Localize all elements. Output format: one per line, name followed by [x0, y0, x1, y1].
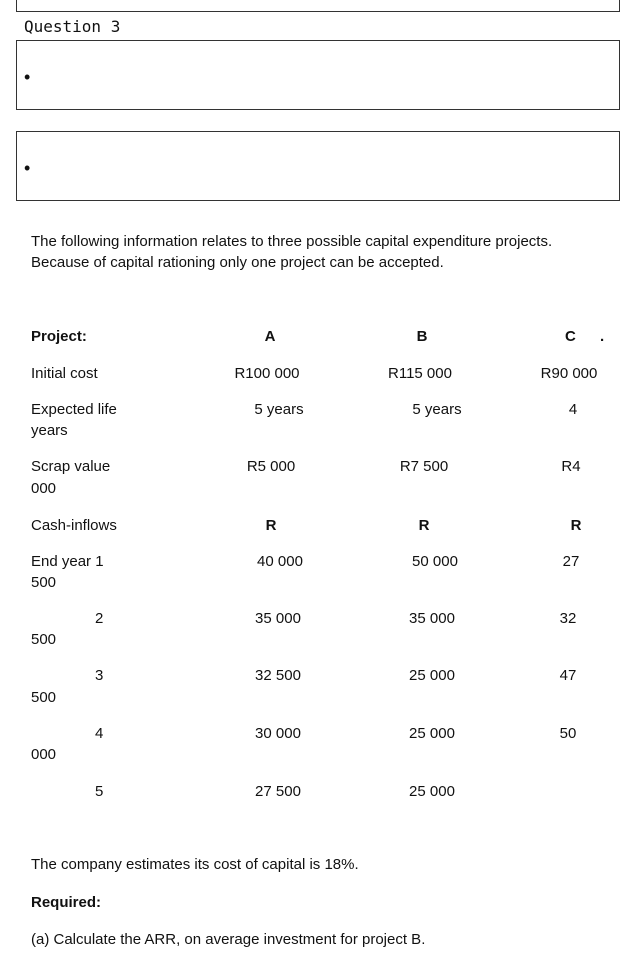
question-heading: Question 3 — [24, 17, 121, 36]
cell-b-year-4: 25 000 — [409, 725, 455, 742]
cell-a-cash-inflows: R — [265, 517, 277, 534]
cell-c-year-1: 27 — [562, 553, 580, 570]
row-label-initial-cost: Initial cost — [31, 365, 98, 382]
row-label-year-5: 5 — [95, 783, 104, 800]
bullet-marker: • — [24, 158, 31, 178]
cell-c-scrap-value: R4 — [561, 458, 581, 475]
cell-c-expected-life: 4 — [568, 401, 578, 418]
cell-a-expected-life: 5 years — [254, 401, 304, 418]
cell-a-year-2: 35 000 — [255, 610, 301, 627]
cell-b-expected-life: 5 years — [412, 401, 462, 418]
top-answer-box — [16, 0, 620, 12]
row-label-expected-life: Expected life — [31, 401, 117, 418]
column-header-b: B — [416, 328, 428, 345]
cell-c-year-3: 47 — [559, 667, 577, 684]
intro-line-2: Because of capital rationing only one project can be accepted. — [31, 254, 444, 271]
row-label-year-1: End year 1 — [31, 553, 104, 570]
row-label-scrap-value: Scrap value — [31, 458, 111, 475]
row-label-year-3-cont: 500 — [31, 689, 57, 706]
row-label-year-2: 2 — [95, 610, 104, 627]
row-label-year-1-cont: 500 — [31, 574, 57, 591]
project-label: Project: — [31, 328, 87, 345]
cell-c-cash-inflows: R — [570, 517, 582, 534]
cell-b-scrap-value: R7 500 — [399, 458, 449, 475]
row-label-year-4: 4 — [95, 725, 104, 742]
cell-c-initial-cost: R90 000 — [540, 365, 598, 382]
row-label-year-3: 3 — [95, 667, 104, 684]
cell-b-initial-cost: R115 000 — [388, 365, 452, 382]
answer-box-2[interactable] — [16, 131, 620, 201]
row-label-scrap-value-cont: 000 — [31, 480, 57, 497]
cell-b-year-5: 25 000 — [409, 783, 455, 800]
cell-a-year-1: 40 000 — [257, 553, 303, 570]
cell-c-year-2: 32 — [559, 610, 577, 627]
cell-a-year-3: 32 500 — [255, 667, 301, 684]
bullet-marker: • — [24, 67, 31, 87]
required-label: Required: — [31, 894, 102, 911]
answer-box-1[interactable] — [16, 40, 620, 110]
cost-of-capital-text: The company estimates its cost of capital is 18%. — [31, 856, 359, 873]
cell-b-cash-inflows: R — [418, 517, 430, 534]
cell-a-year-5: 27 500 — [255, 783, 301, 800]
column-header-a: A — [264, 328, 276, 345]
column-header-c: C — [565, 328, 576, 345]
question-a-text: (a) Calculate the ARR, on average investment for project B. — [31, 931, 426, 948]
cell-b-year-1: 50 000 — [412, 553, 458, 570]
row-label-cash-inflows: Cash-inflows — [31, 517, 117, 534]
cell-c-year-4: 50 — [559, 725, 577, 742]
cell-a-initial-cost: R100 000 — [234, 365, 300, 382]
cell-a-year-4: 30 000 — [255, 725, 301, 742]
column-header-c-dot: . — [600, 328, 605, 345]
cell-b-year-3: 25 000 — [409, 667, 455, 684]
cell-b-year-2: 35 000 — [409, 610, 455, 627]
cell-a-scrap-value: R5 000 — [246, 458, 296, 475]
row-label-year-2-cont: 500 — [31, 631, 57, 648]
row-label-year-4-cont: 000 — [31, 746, 57, 763]
row-label-expected-life-cont: years — [31, 422, 68, 439]
intro-line-1: The following information relates to three possible capital expenditure projects. — [31, 233, 553, 250]
